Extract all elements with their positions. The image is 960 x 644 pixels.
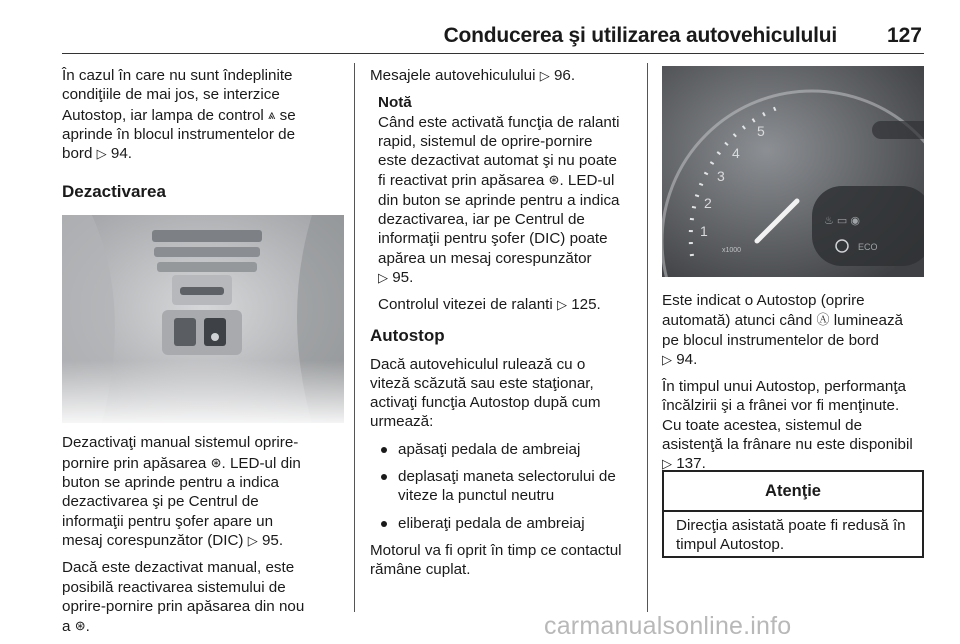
gauge-number: 5 bbox=[757, 123, 765, 139]
note-text: Când este activată funcţia de ralanti rapid, sistemul de oprire-pornire este dezactivat automat şi nu poate fi reactivat prin apăsarea ⊛. LED-ul din buton se aprinde pentru a indica dezactivarea, iar pe Centrul de informaţii pentru şofer (DIC) poate apărea un mesaj corespunzător ▷ 95. bbox=[378, 113, 620, 286]
gauge-number: 4 bbox=[732, 145, 740, 161]
autostop-steps-list bbox=[370, 440, 638, 533]
page-ref-icon: ▷ bbox=[378, 269, 388, 285]
gauge-multiplier: x1000 bbox=[722, 247, 742, 254]
autostop-indicator-icon: Ⓐ bbox=[816, 312, 830, 328]
warning-box bbox=[662, 470, 924, 558]
autostop-lamp-icon: ⩓ bbox=[268, 106, 276, 122]
tachometer-illustration bbox=[662, 66, 924, 277]
svg-text:♨ ▭ ◉: ♨ ▭ ◉ bbox=[824, 215, 860, 227]
switch-panel-photo bbox=[62, 215, 344, 423]
header-divider bbox=[62, 53, 924, 54]
page-header bbox=[62, 24, 922, 50]
site-watermark: carmanualsonline.info bbox=[544, 612, 792, 640]
switch-panel-illustration bbox=[62, 215, 344, 423]
warning-text: Direcţia asistată poate fi redusă în timpul Autostop. bbox=[676, 517, 906, 554]
page-ref-icon: ▷ bbox=[96, 146, 107, 162]
column-right bbox=[662, 66, 928, 482]
page-number: 127 bbox=[886, 24, 922, 47]
column-left bbox=[62, 66, 344, 644]
eco-label: ECO bbox=[858, 242, 878, 252]
note-block bbox=[378, 93, 638, 314]
instrument-cluster-photo bbox=[662, 66, 924, 277]
engine-stop-paragraph: Motorul va fi oprit în timp ce contactul rămâne cuplat. bbox=[370, 541, 622, 579]
stop-start-button-icon: ⊛ bbox=[548, 172, 560, 188]
gauge-number: 1 bbox=[700, 223, 708, 239]
page-ref-icon: ▷ bbox=[662, 351, 672, 367]
list-item: deplasaţi maneta selectorului de viteze la punctul neutru bbox=[370, 467, 638, 506]
deactivation-paragraph: Dezactivaţi manual sistemul oprire- pornire prin apăsarea ⊛. LED-ul din buton se aprinde pentru a indica dezactivarea şi pe Centrul de informaţii pentru şofer apare un mesaj corespunzător (DIC) ▷ 95. bbox=[62, 434, 301, 549]
column-divider-2 bbox=[647, 63, 648, 612]
page-ref-icon: ▷ bbox=[539, 68, 550, 83]
note-title: Notă bbox=[378, 94, 412, 112]
stop-start-button-icon: ⊛ bbox=[210, 454, 222, 470]
autostop-indicator-paragraph: Este indicat o Autostop (oprire automată) atunci când Ⓐ luminează pe blocul instrumentelor de bord ▷ 94. bbox=[662, 292, 903, 368]
column-divider-1 bbox=[354, 63, 355, 612]
list-item: apăsaţi pedala de ambreiaj bbox=[370, 440, 638, 459]
page-ref-icon: ▷ bbox=[247, 532, 258, 548]
chapter-title: Conducerea şi utilizarea autovehiculului bbox=[443, 24, 837, 47]
page-ref-icon: ▷ bbox=[662, 456, 672, 472]
autostop-performance-paragraph: În timpul unui Autostop, performanţa încălzirii şi a frânei vor fi menţinute. Cu toate acestea, sistemul de asistenţă la frânare nu este disponibil ▷ 137. bbox=[662, 378, 913, 473]
stop-start-button-icon: ⊛ bbox=[74, 618, 86, 634]
gauge-number: 2 bbox=[704, 195, 712, 211]
vehicle-messages-ref: Mesajele autovehiculului ▷ 96. bbox=[370, 67, 576, 84]
intro-paragraph: În cazul în care nu sunt îndeplinite condiţiile de mai jos, se interzice Autostop, iar lampa de control ⩓ se aprinde în blocul instrumentelor de bord ▷ 94. bbox=[62, 67, 296, 163]
warning-title: Atenţie bbox=[664, 472, 922, 512]
reactivation-paragraph: Dacă este dezactivat manual, este posibilă reactivarea sistemului de oprire-pornire prin apăsarea din nou a ⊛. bbox=[62, 559, 305, 636]
list-item: eliberaţi pedala de ambreiaj bbox=[370, 514, 638, 533]
page-ref-icon: ▷ bbox=[556, 297, 567, 313]
idle-speed-ref: Controlul vitezei de ralanti ▷ 125. bbox=[378, 296, 601, 314]
autostop-intro: Dacă autovehiculul rulează cu o viteză scăzută sau este staţionar, activaţi funcţia Autostop după cum urmează: bbox=[370, 355, 601, 431]
section-heading-deactivation: Dezactivarea bbox=[62, 182, 166, 202]
column-middle bbox=[370, 66, 638, 588]
section-heading-autostop: Autostop bbox=[370, 325, 445, 345]
gauge-number: 3 bbox=[717, 168, 725, 184]
